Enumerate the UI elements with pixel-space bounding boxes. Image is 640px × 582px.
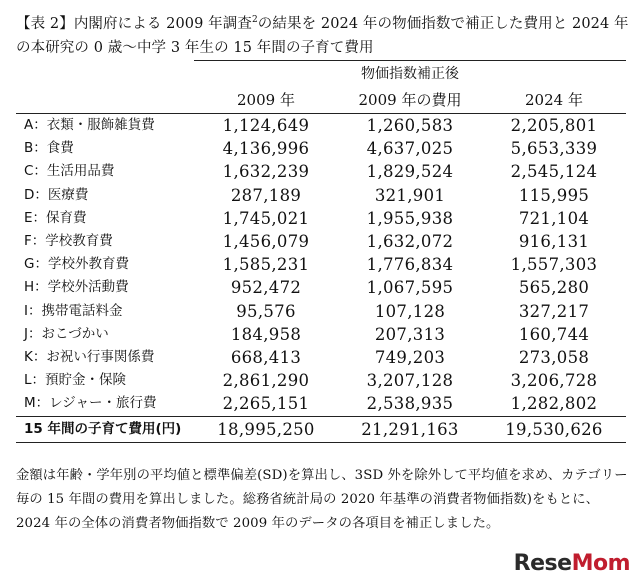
total-2024: 19,530,626 bbox=[482, 416, 626, 442]
cell-2024: 1,282,802 bbox=[510, 394, 598, 414]
cell-2024: 1,557,303 bbox=[510, 255, 598, 275]
cell-2009: 1,585,231 bbox=[222, 255, 310, 275]
row-label: L：預貯金・保険 bbox=[24, 372, 127, 389]
cell-2009-adjusted: 107,128 bbox=[374, 301, 446, 321]
cell-2009-adjusted: 3,207,128 bbox=[366, 371, 454, 391]
cell-2009: 95,576 bbox=[236, 301, 296, 321]
cell-2009: 2,861,290 bbox=[222, 371, 310, 391]
total-label: 15 年間の子育て費用(円) bbox=[16, 416, 194, 442]
row-label: B：食費 bbox=[24, 140, 74, 157]
header-empty bbox=[16, 61, 194, 86]
cell-2024: 327,217 bbox=[518, 301, 590, 321]
cell-2009-adjusted: 1,776,834 bbox=[366, 255, 454, 275]
table-row bbox=[16, 230, 626, 253]
cell-2009: 952,472 bbox=[230, 278, 302, 298]
resemom-logo bbox=[514, 551, 630, 576]
row-label: E：保育費 bbox=[24, 209, 87, 226]
total-row bbox=[16, 416, 626, 442]
cell-2024: 2,545,124 bbox=[510, 162, 598, 182]
row-label: C：生活用品費 bbox=[24, 163, 115, 180]
row-label: G：学校外教育費 bbox=[24, 256, 129, 273]
cell-2009-adjusted: 1,829,524 bbox=[366, 162, 454, 182]
header-spacer-right bbox=[482, 61, 626, 86]
cell-2009-adjusted: 207,313 bbox=[374, 324, 446, 344]
row-label: I：携帯電話料金 bbox=[24, 302, 123, 319]
cell-2009-adjusted: 321,901 bbox=[374, 185, 446, 205]
row-label: J：おこづかい bbox=[24, 325, 109, 342]
header-col-2009-adjusted: 2009 年の費用 bbox=[338, 85, 482, 114]
table-row bbox=[16, 276, 626, 299]
table-row bbox=[16, 137, 626, 160]
cost-table bbox=[16, 60, 626, 443]
cell-2009: 1,632,239 bbox=[222, 162, 310, 182]
header-col-2009: 2009 年 bbox=[194, 85, 338, 114]
cell-2024: 115,995 bbox=[518, 185, 590, 205]
row-label: K：お祝い行事関係費 bbox=[24, 349, 155, 366]
row-label: M：レジャー・旅行費 bbox=[24, 395, 157, 412]
cell-2024: 5,653,339 bbox=[510, 139, 598, 159]
cell-2024: 916,131 bbox=[518, 232, 590, 252]
table-row bbox=[16, 207, 626, 230]
table-row bbox=[16, 323, 626, 346]
row-label: F：学校教育費 bbox=[24, 233, 113, 250]
cell-2009: 2,265,151 bbox=[222, 394, 310, 414]
cell-2009: 287,189 bbox=[230, 185, 302, 205]
cell-2024: 273,058 bbox=[518, 348, 590, 368]
cell-2009: 4,136,996 bbox=[222, 139, 310, 159]
total-2009-adjusted: 21,291,163 bbox=[338, 416, 482, 442]
table-row bbox=[16, 392, 626, 416]
table-row bbox=[16, 253, 626, 276]
cell-2024: 565,280 bbox=[518, 278, 590, 298]
cell-2009: 1,745,021 bbox=[222, 208, 310, 228]
table-row bbox=[16, 346, 626, 369]
table-row bbox=[16, 160, 626, 183]
cell-2009: 184,958 bbox=[230, 324, 302, 344]
row-label: A：衣類・服飾雑貨費 bbox=[24, 117, 155, 133]
cell-2009-adjusted: 1,955,938 bbox=[366, 208, 454, 228]
row-label: H：学校外活動費 bbox=[24, 279, 129, 296]
table-row bbox=[16, 184, 626, 207]
table-row bbox=[16, 300, 626, 323]
logo-part-rese: Rese bbox=[513, 551, 572, 576]
cell-2009-adjusted: 749,203 bbox=[374, 348, 446, 368]
cell-2009: 1,456,079 bbox=[222, 232, 310, 252]
cell-2009-adjusted: 1,632,072 bbox=[366, 232, 454, 252]
total-2009: 18,995,250 bbox=[194, 416, 338, 442]
cell-2024: 721,104 bbox=[518, 208, 590, 228]
caption-prefix: 【表 2】内閣府による 2009 年調査 bbox=[16, 16, 252, 32]
caption-suffix: の結果を 2024 年の物価指数で補正した費用と 2024 年の本研究の 0 歳～中学 3 年生の 15 年間の子育て費用 bbox=[16, 16, 629, 56]
cell-2009: 1,124,649 bbox=[222, 116, 310, 135]
logo-part-mom: Mom bbox=[571, 551, 630, 576]
row-label: D：医療費 bbox=[24, 186, 89, 203]
table-caption bbox=[16, 8, 630, 60]
table-row bbox=[16, 369, 626, 392]
cell-2024: 160,744 bbox=[518, 324, 590, 344]
cell-2009-adjusted: 1,260,583 bbox=[366, 116, 454, 135]
cell-2009-adjusted: 2,538,935 bbox=[366, 394, 454, 414]
header-spacer-left bbox=[194, 61, 338, 86]
header-label-col bbox=[16, 85, 194, 114]
table-row bbox=[16, 114, 626, 138]
cell-2024: 3,206,728 bbox=[510, 371, 598, 391]
cell-2024: 2,205,801 bbox=[510, 116, 598, 135]
cell-2009-adjusted: 1,067,595 bbox=[366, 278, 454, 298]
header-col-2024: 2024 年 bbox=[482, 85, 626, 114]
footnote-text: 金額は年齢・学年別の平均値と標準偏差(SD)を算出し、3SD 外を除外して平均値を求め、カテゴリー毎の 15 年間の費用を算出しました。総務省統計局の 2020 年基準の消費者物価指数)をもとに、2024 年の全体の消費者物価指数で 2009 年のデータの各項目を補正しました。 bbox=[16, 468, 628, 531]
header-group-price-adjusted: 物価指数補正後 bbox=[338, 61, 482, 86]
cell-2009: 668,413 bbox=[230, 348, 302, 368]
caption-footnote-mark: 2 bbox=[251, 15, 258, 25]
cell-2009-adjusted: 4,637,025 bbox=[366, 139, 454, 159]
